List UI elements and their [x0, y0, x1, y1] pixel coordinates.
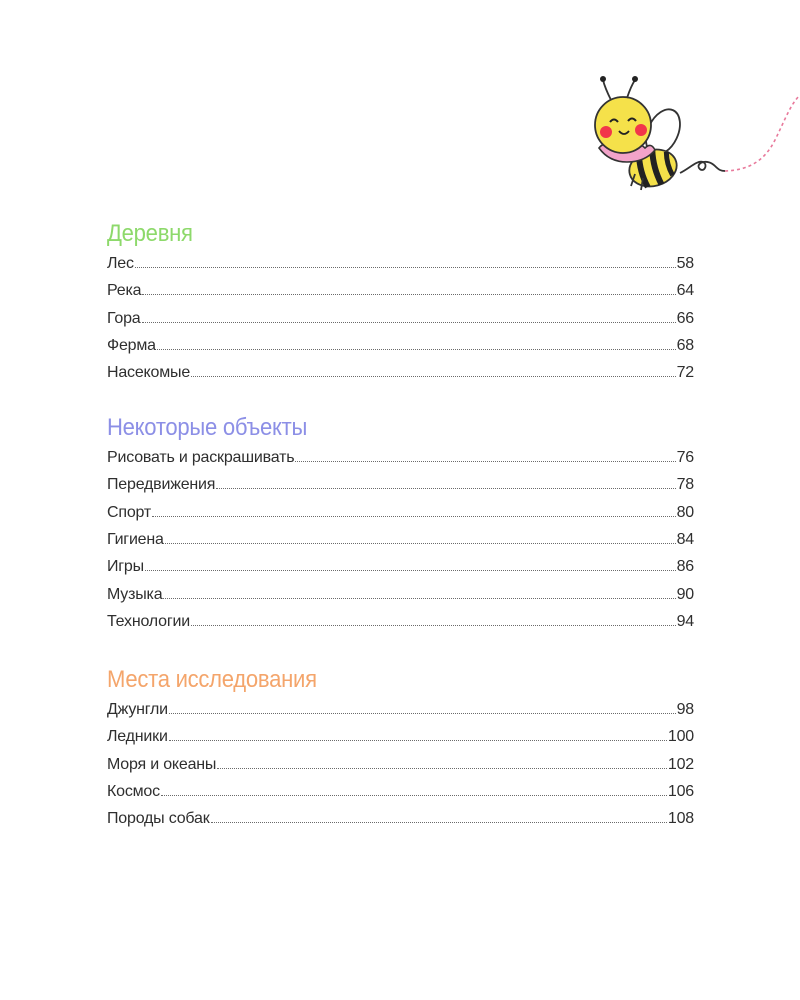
toc-entry-page-number: 90: [676, 585, 694, 603]
toc-entry-label: Передвижения: [107, 476, 216, 494]
toc-entry[interactable]: [107, 280, 694, 302]
toc-entry-label: Технологии: [107, 612, 190, 630]
dot-leader: [191, 362, 676, 377]
toc-entry-label: Спорт: [107, 503, 151, 521]
toc-entry[interactable]: [107, 502, 694, 524]
toc-entry-page-number: 94: [676, 612, 694, 630]
toc-entry-label: Река: [107, 282, 142, 300]
toc-entry[interactable]: [107, 611, 694, 633]
toc-entry-label: Моря и океаны: [107, 755, 217, 773]
toc-entry-page-number: 86: [676, 558, 694, 576]
dot-leader: [191, 611, 676, 626]
toc-entry[interactable]: [107, 335, 694, 357]
dot-leader: [295, 447, 675, 462]
toc-entry-page-number: 72: [676, 364, 694, 382]
dot-leader: [135, 253, 676, 268]
toc-entry[interactable]: [107, 474, 694, 496]
dot-leader: [217, 754, 667, 769]
toc-entry[interactable]: [107, 754, 694, 776]
toc-entry-page-number: 76: [676, 449, 694, 466]
section-title: Деревня: [107, 220, 193, 247]
dot-leader: [211, 808, 667, 823]
section-title: Места исследования: [107, 666, 317, 693]
dot-leader: [142, 280, 675, 295]
dot-leader: [216, 474, 675, 489]
toc-entry-label: Насекомые: [107, 364, 191, 382]
toc-entry[interactable]: [107, 529, 694, 551]
toc-entry[interactable]: [107, 726, 694, 748]
toc-entry-label: Игры: [107, 558, 144, 576]
dot-leader: [161, 781, 667, 796]
toc-entry-page-number: 64: [676, 282, 694, 300]
dot-leader: [157, 335, 676, 350]
toc-entry-label: Породы собак: [107, 810, 210, 828]
toc-entry-page-number: 100: [667, 728, 694, 746]
toc-entry[interactable]: [107, 447, 694, 469]
toc-entry[interactable]: [107, 699, 694, 721]
toc-entry[interactable]: [107, 253, 694, 275]
dot-leader: [142, 308, 676, 323]
toc-entry[interactable]: [107, 308, 694, 330]
toc-entry-label: Рисовать и раскрашивать: [107, 449, 295, 466]
dot-leader: [169, 699, 676, 714]
toc-entry-page-number: 66: [676, 309, 694, 327]
toc-entry-page-number: 78: [676, 476, 694, 494]
toc-entry[interactable]: [107, 362, 694, 384]
toc-entry-page-number: 68: [676, 336, 694, 354]
dot-leader: [169, 726, 667, 741]
toc-entry-page-number: 80: [676, 503, 694, 521]
section-title: Некоторые объекты: [107, 414, 308, 441]
toc-entry-label: Ферма: [107, 336, 156, 354]
toc-entry[interactable]: [107, 808, 694, 830]
toc-entry-page-number: 102: [667, 755, 694, 773]
toc-entry-label: Ледники: [107, 728, 168, 746]
toc-entry[interactable]: [107, 556, 694, 578]
toc-entry-label: Джунгли: [107, 701, 168, 718]
toc-entry-label: Музыка: [107, 585, 163, 603]
toc-entry-page-number: 106: [667, 782, 694, 800]
toc-entry-page-number: 84: [676, 530, 694, 548]
toc-entry-label: Космос: [107, 782, 160, 800]
dot-leader: [165, 529, 676, 544]
toc-entry-page-number: 58: [676, 255, 694, 272]
bee-icon: [575, 70, 800, 200]
dotted-trail: [725, 95, 800, 171]
dot-leader: [152, 502, 676, 517]
toc-entry-label: Лес: [107, 255, 134, 272]
flight-curl: [680, 162, 725, 173]
toc-entry-label: Гигиена: [107, 530, 164, 548]
toc-entry-page-number: 98: [676, 701, 694, 718]
toc-entry-label: Гора: [107, 309, 141, 327]
dot-leader: [163, 584, 675, 599]
toc-entry-page-number: 108: [667, 810, 694, 828]
dot-leader: [145, 556, 676, 571]
toc-entry[interactable]: [107, 781, 694, 803]
toc-entry[interactable]: [107, 584, 694, 606]
